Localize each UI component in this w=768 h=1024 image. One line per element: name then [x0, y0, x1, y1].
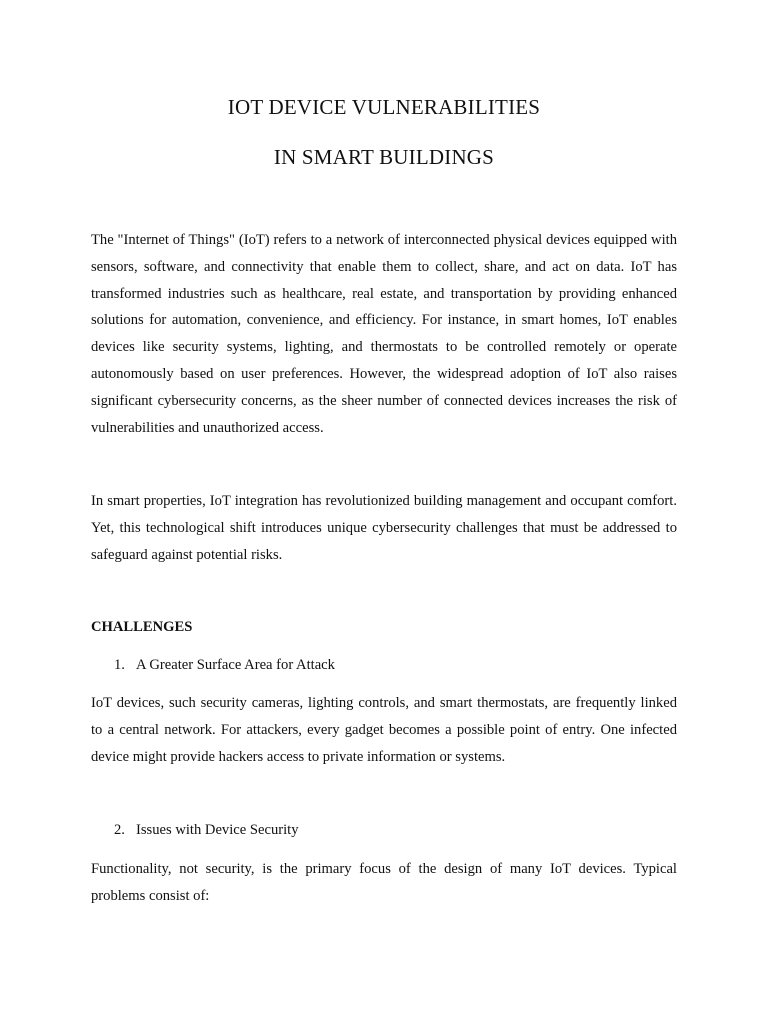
document-title-line-2: IN SMART BUILDINGS: [273, 145, 495, 169]
smart-properties-paragraph: In smart properties, IoT integration has revolutionized building management and occupant comfort. Yet, this technological shift introduces unique cybersecurity challenges that must be addressed to safeguard against potential risks.: [91, 493, 677, 563]
challenge-title: A Greater Surface Area for Attack: [136, 657, 335, 673]
document-title-line-1: IOT DEVICE VULNERABILITIES: [227, 95, 541, 119]
challenges-heading: CHALLENGES: [91, 619, 193, 635]
intro-paragraph: The "Internet of Things" (IoT) refers to a network of interconnected physical devices equipped with sensors, software, and connectivity that enable them to collect, share, and act on data. IoT has transformed industries such as healthcare, real estate, and transportation by providing enhanced solutions for automation, convenience, and efficiency. For instance, in smart homes, IoT enables devices like security systems, lighting, and thermostats to be controlled remotely or operate autonomously based on user preferences. However, the widespread adoption of IoT also raises significant cybersecurity concerns, as the sheer number of connected devices increases the risk of vulnerabilities and unauthorized access.: [91, 232, 677, 436]
challenge-number: 1.: [114, 657, 125, 673]
challenge-title: Issues with Device Security: [136, 822, 299, 838]
challenge-number: 2.: [114, 822, 125, 838]
challenge-body-2: Functionality, not security, is the primary focus of the design of many IoT devices. Typical problems consist of:: [91, 861, 677, 904]
challenge-body-1: IoT devices, such security cameras, lighting controls, and smart thermostats, are frequently linked to a central network. For attackers, every gadget becomes a possible point of entry. One infected device might provide hackers access to private information or systems.: [91, 695, 677, 765]
challenge-item-1: [114, 657, 335, 674]
challenge-item-2: [114, 822, 299, 839]
